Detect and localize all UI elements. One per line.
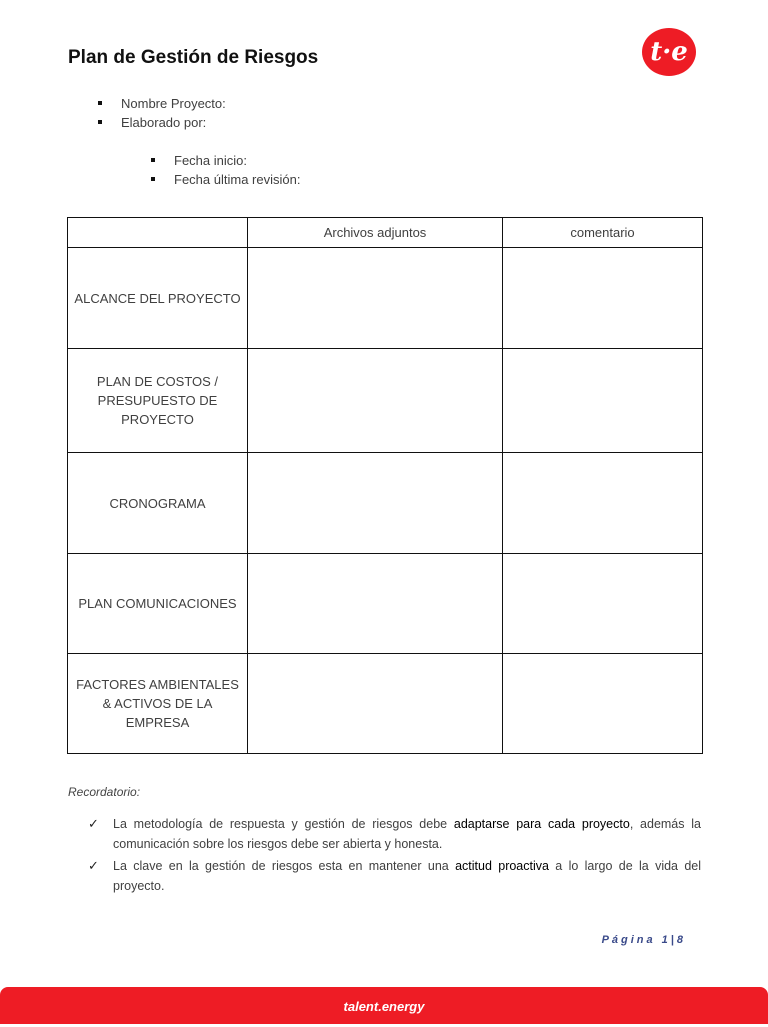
row-label-communications: PLAN COMUNICACIONES <box>68 554 248 654</box>
table-row <box>68 248 703 349</box>
reminder-text: La metodología de respuesta y gestión de riesgos debe <box>113 817 454 831</box>
reminder-highlight: actitud proactiva <box>455 859 549 873</box>
reminder-title: Recordatorio: <box>68 785 141 799</box>
comment-cell[interactable] <box>503 453 703 554</box>
table-header-row <box>68 218 703 248</box>
attachments-cell[interactable] <box>248 654 503 754</box>
attachments-cell[interactable] <box>248 349 503 453</box>
row-label-schedule: CRONOGRAMA <box>68 453 248 554</box>
table-header-attachments: Archivos adjuntos <box>248 218 503 248</box>
field-last-revision: Fecha última revisión: <box>151 170 300 189</box>
attachments-cell[interactable] <box>248 554 503 654</box>
field-project-name: Nombre Proyecto: <box>98 94 226 113</box>
table-header-empty <box>68 218 248 248</box>
row-label-environmental: FACTORES AMBIENTALES & ACTIVOS DE LA EMPRESA <box>68 654 248 754</box>
document-title: Plan de Gestión de Riesgos <box>68 47 319 68</box>
page-number: Página 1|8 <box>601 934 686 946</box>
check-icon: ✓ <box>88 816 99 831</box>
table-row <box>68 654 703 754</box>
row-label-costs: PLAN DE COSTOS / PRESUPUESTO DE PROYECTO <box>68 349 248 453</box>
risk-plan-table <box>67 217 703 754</box>
comment-cell[interactable] <box>503 248 703 349</box>
comment-cell[interactable] <box>503 554 703 654</box>
reminder-highlight: adaptarse para cada proyecto <box>453 817 630 831</box>
footer-brand: talent.energy <box>343 999 425 1014</box>
talent-energy-logo <box>641 27 697 77</box>
attachments-cell[interactable] <box>248 248 503 349</box>
reminder-text: La clave en la gestión de riesgos esta en mantener una <box>113 859 456 873</box>
reminder-item <box>88 814 701 854</box>
logo-text: t·e <box>650 37 688 67</box>
table-row <box>68 349 703 453</box>
attachments-cell[interactable] <box>248 453 503 554</box>
reminder-text: a lo largo de la vida del proyecto. <box>113 859 702 893</box>
field-start-date: Fecha inicio: <box>151 151 300 170</box>
dates-list <box>151 151 300 189</box>
project-info-list <box>98 94 226 132</box>
row-label-scope: ALCANCE DEL PROYECTO <box>68 248 248 349</box>
table-row <box>68 554 703 654</box>
comment-cell[interactable] <box>503 654 703 754</box>
table-header-comment: comentario <box>503 218 703 248</box>
footer-bar <box>0 987 768 1024</box>
reminder-list <box>88 814 701 898</box>
table-row <box>68 453 703 554</box>
reminder-text: , además la comunicación sobre los riesgos debe ser abierta y honesta. <box>113 817 701 851</box>
field-prepared-by: Elaborado por: <box>98 113 226 132</box>
check-icon: ✓ <box>88 858 99 873</box>
reminder-item <box>88 856 701 896</box>
comment-cell[interactable] <box>503 349 703 453</box>
